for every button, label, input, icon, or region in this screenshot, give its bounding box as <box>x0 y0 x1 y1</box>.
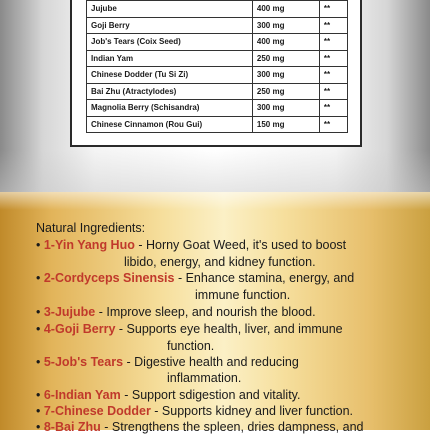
bullet-icon: • <box>36 420 44 434</box>
table-cell-amount: 150 mg <box>252 116 319 133</box>
table-cell-amount: 250 mg <box>252 50 319 67</box>
table-cell-name: Chinese Dodder (Tu Si Zi) <box>87 67 253 84</box>
table-cell-name: Indian Yam <box>87 50 253 67</box>
table-cell-name: Jujube <box>87 1 253 18</box>
ingredient-item <box>36 420 363 434</box>
ingredient-description: - Support sdigestion and vitality. <box>120 388 301 402</box>
table-cell-name: Chinese Cinnamon (Rou Gui) <box>87 116 253 133</box>
ingredient-description: - Strengthens the spleen, dries dampness, and <box>100 420 364 434</box>
ingredient-item <box>36 238 346 252</box>
ingredient-description: - Enhance stamina, energy, and <box>174 271 355 285</box>
ingredient-description: - Digestive health and reducing <box>123 355 299 369</box>
bullet-icon: • <box>36 355 44 369</box>
table-cell-amount: 400 mg <box>252 1 319 18</box>
table-cell-dv: ** <box>319 17 347 34</box>
ingredient-description-continued: immune function. <box>195 288 291 302</box>
table-cell-name: Magnolia Berry (Schisandra) <box>87 100 253 117</box>
ingredients-heading: Natural Ingredients: <box>36 221 146 235</box>
ingredient-item <box>36 388 300 402</box>
ingredient-description: - Horny Goat Weed, it's used to boost <box>134 238 347 252</box>
ingredient-description: - Improve sleep, and nourish the blood. <box>95 305 316 319</box>
table-cell-name: Bai Zhu (Atractylodes) <box>87 83 253 100</box>
table-cell-dv: ** <box>319 50 347 67</box>
ingredient-term: 2-Cordyceps Sinensis <box>43 271 175 285</box>
ingredient-term: 7-Chinese Dodder <box>43 404 151 418</box>
ingredient-item <box>36 355 299 369</box>
ingredient-item <box>36 271 354 285</box>
table-cell-dv: ** <box>319 83 347 100</box>
table-cell-amount: 300 mg <box>252 17 319 34</box>
ingredient-item <box>36 322 343 336</box>
table-cell-amount: 250 mg <box>252 83 319 100</box>
table-cell-amount: 300 mg <box>252 100 319 117</box>
bullet-icon: • <box>36 322 44 336</box>
ingredient-term: 6-Indian Yam <box>43 388 121 402</box>
ingredient-term: 3-Jujube <box>43 305 96 319</box>
table-cell-dv: ** <box>319 1 347 18</box>
ingredient-term: 5-Job's Tears <box>43 355 124 369</box>
table-cell-dv: ** <box>319 34 347 51</box>
ingredient-term: 1-Yin Yang Huo <box>43 238 135 252</box>
ingredient-term: 4-Goji Berry <box>43 322 116 336</box>
table-cell-amount: 400 mg <box>252 34 319 51</box>
table-cell-amount: 300 mg <box>252 67 319 84</box>
bullet-icon: • <box>36 271 44 285</box>
ingredient-description: - Supports kidney and liver function. <box>150 404 354 418</box>
table-cell-name: Job's Tears (Coix Seed) <box>87 34 253 51</box>
ingredient-description-continued: libido, energy, and kidney function. <box>124 255 316 269</box>
bullet-icon: • <box>36 404 44 418</box>
ingredient-item <box>36 404 353 418</box>
table-cell-dv: ** <box>319 100 347 117</box>
ingredient-description: - Supports eye health, liver, and immune <box>115 322 343 336</box>
ingredient-item <box>36 305 316 319</box>
ingredient-description-continued: function. <box>167 339 215 353</box>
table-cell-name: Goji Berry <box>87 17 253 34</box>
ingredient-description-continued: inflammation. <box>167 371 242 385</box>
ingredient-term: 8-Bai Zhu <box>43 420 101 434</box>
bullet-icon: • <box>36 388 44 402</box>
bullet-icon: • <box>36 238 44 252</box>
bullet-icon: • <box>36 305 44 319</box>
table-cell-dv: ** <box>319 67 347 84</box>
table-cell-dv: ** <box>319 116 347 133</box>
